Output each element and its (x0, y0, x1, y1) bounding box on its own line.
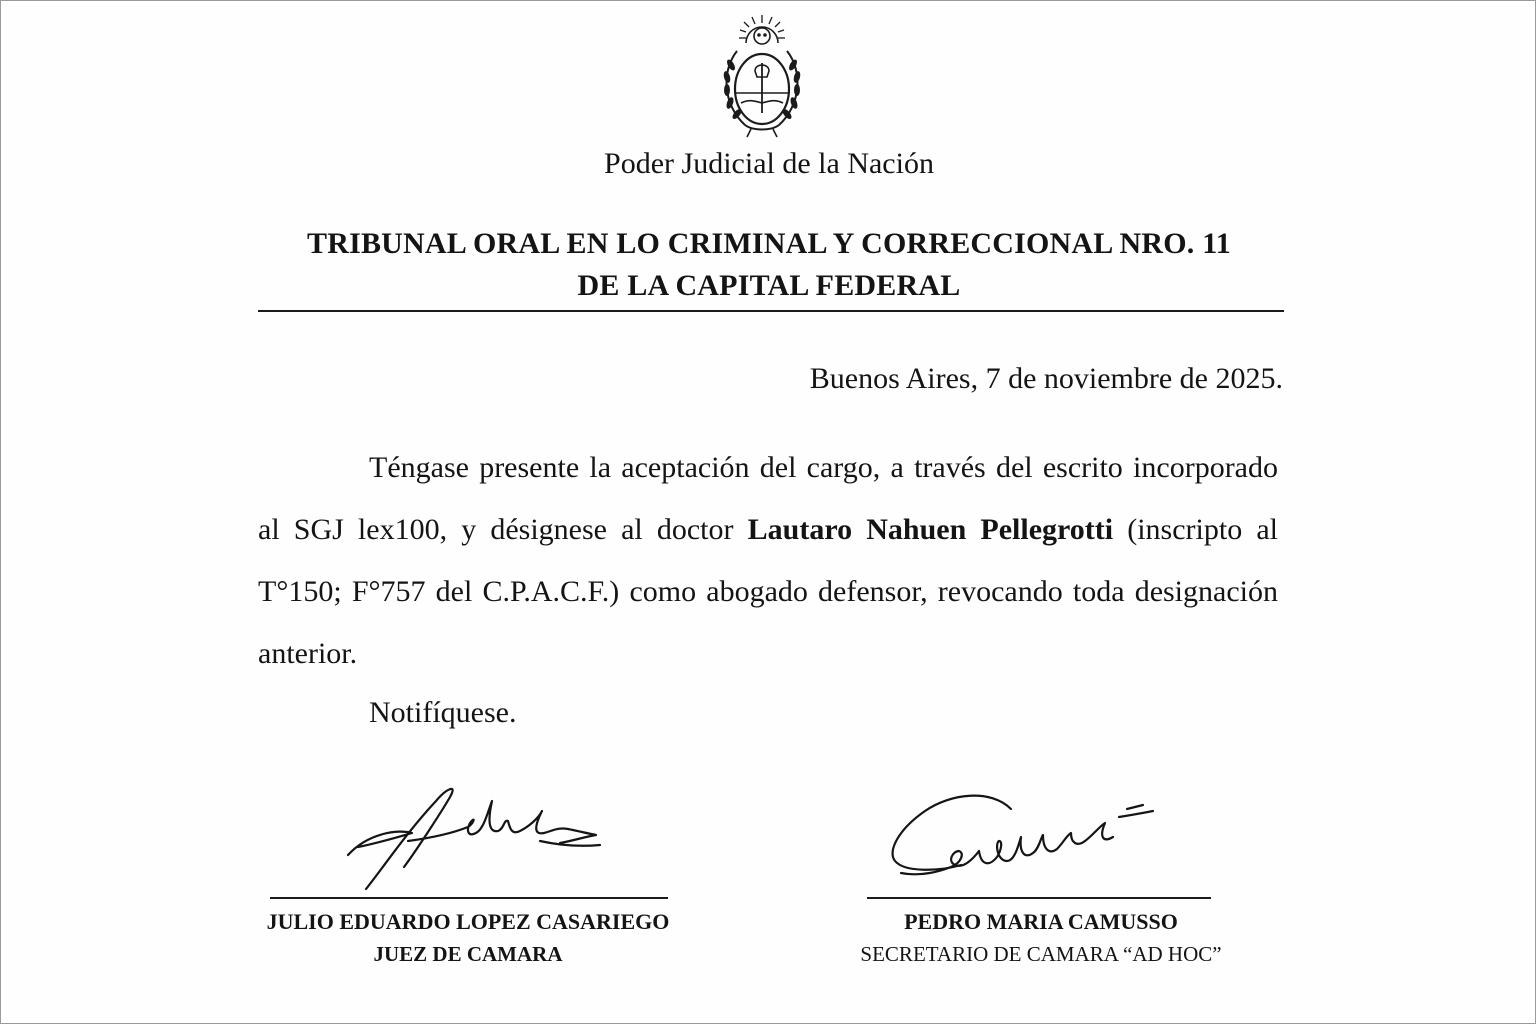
closing-notification: Notifíquese. (369, 696, 517, 729)
handwritten-signature-icon (338, 771, 618, 899)
court-name: Poder Judicial de la Nación (604, 147, 934, 180)
argentine-coat-of-arms-icon (715, 13, 809, 141)
tribunal-line-2: DE LA CAPITAL FEDERAL (577, 269, 961, 302)
signatory-title: JUEZ DE CAMARA (373, 942, 563, 966)
signature-line (867, 897, 1211, 899)
signatory-name: PEDRO MARIA CAMUSSO (904, 909, 1178, 934)
signature-line (270, 897, 668, 899)
handwritten-signature-icon (881, 781, 1181, 896)
body-text-after-name: (inscripto al T°150; F°757 del C.P.A.C.F.) como abogado defensor, revocando toda designación anterior. (258, 513, 1278, 670)
signatory-title: SECRETARIO DE CAMARA “AD HOC” (860, 942, 1222, 966)
resolution-body (258, 437, 1278, 685)
body-text-before-name: Téngase presente la aceptación del cargo, a través del escrito incorporado al SGJ lex100, y désignese al doctor (258, 451, 1278, 546)
attorney-name: Lautaro Nahuen Pellegrotti (747, 513, 1114, 546)
header-divider (258, 310, 1284, 312)
tribunal-line-1: TRIBUNAL ORAL EN LO CRIMINAL Y CORRECCIONAL NRO. 11 (307, 227, 1231, 260)
tribunal-heading (1, 223, 1536, 307)
dateline: Buenos Aires, 7 de noviembre de 2025. (809, 362, 1283, 395)
signatory-name: JULIO EDUARDO LOPEZ CASARIEGO (266, 909, 670, 934)
